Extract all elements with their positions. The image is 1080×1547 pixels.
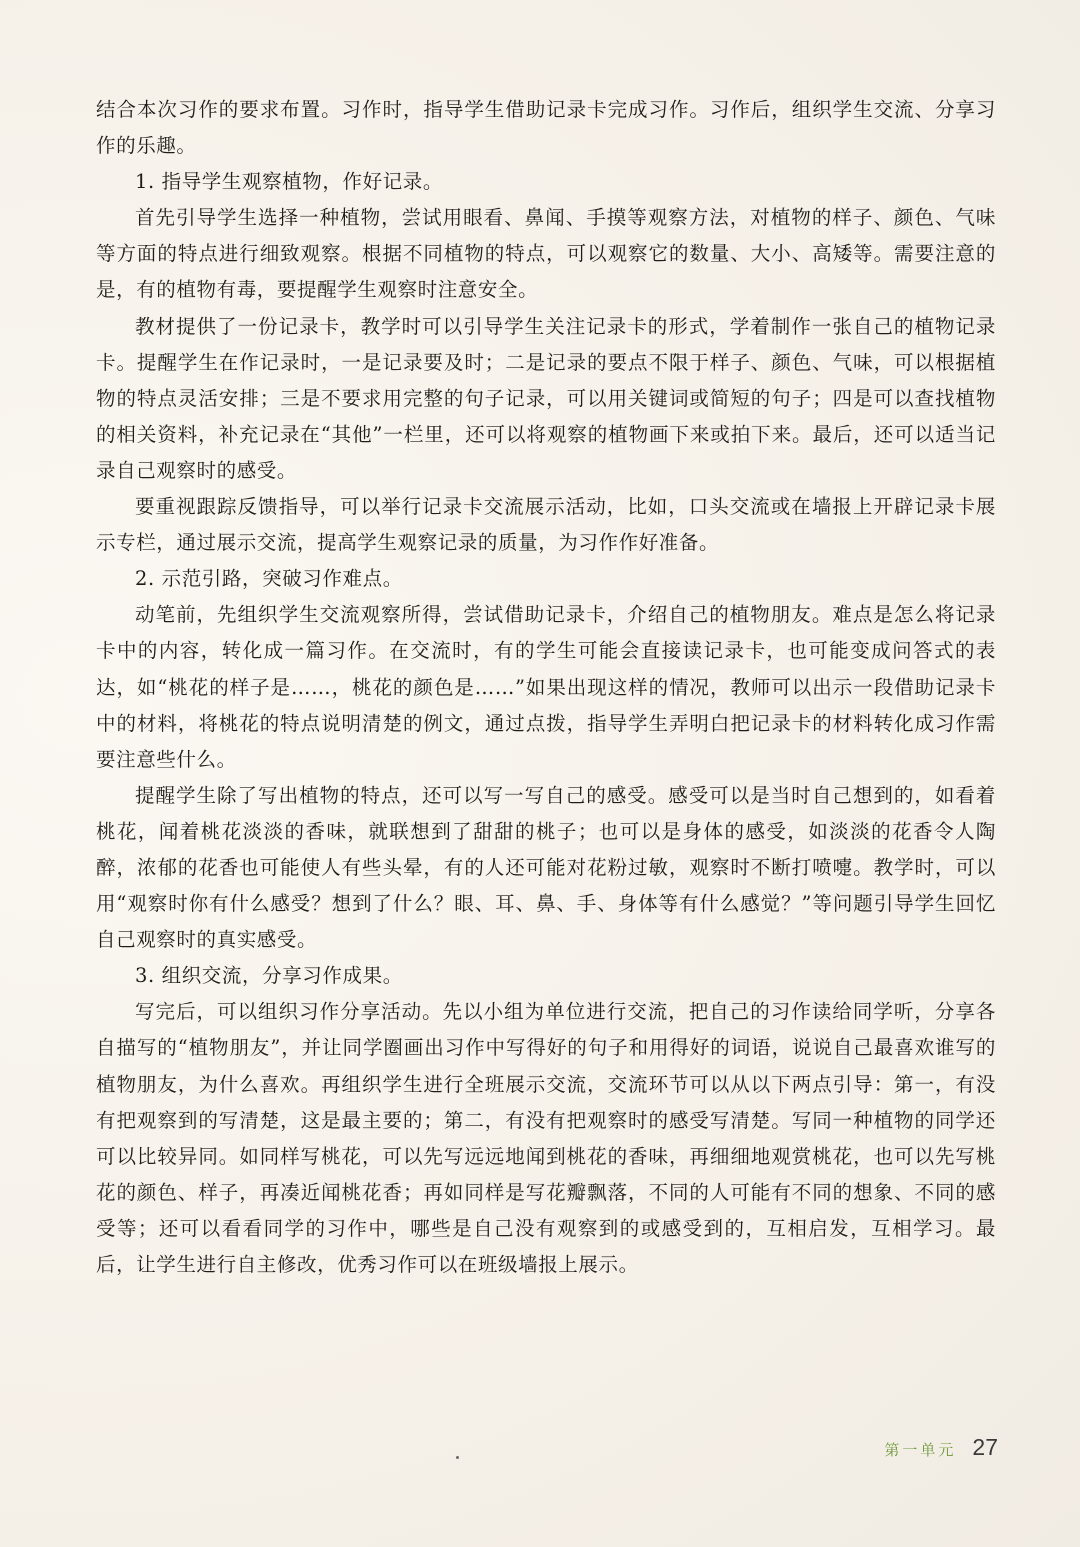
paragraph: 教材提供了一份记录卡，教学时可以引导学生关注记录卡的形式，学着制作一张自己的植物记录卡。提醒学生在作记录时，一是记录要及时；二是记录的要点不限于样子、颜色、气味，可以根据植物的特点灵活安排；三是不要求用完整的句子记录，可以用关键词或简短的句子；四是可以查找植物的相关资料，补充记录在“其他”一栏里，还可以将观察的植物画下来或拍下来。最后，还可以适当记录自己观察时的感受。 [96,314,996,482]
page-number: 27 [972,1434,998,1460]
section-heading-2: 2. 示范引路，突破习作难点。 [135,567,403,591]
paragraph: 动笔前，先组织学生交流观察所得，尝试借助记录卡，介绍自己的植物朋友。难点是怎么将记录卡中的内容，转化成一篇习作。在交流时，有的学生可能会直接读记录卡，也可能变成问答式的表达，如“桃花的样子是……，桃花的颜色是……”如果出现这样的情况，教师可以出示一段借助记录卡中的材料，将桃花的特点说明清楚的例文，通过点拨，指导学生弄明白把记录卡的材料转化成习作需要注意些什么。 [96,603,996,771]
page-body [96,92,996,1283]
paragraph: 首先引导学生选择一种植物，尝试用眼看、鼻闻、手摸等观察方法，对植物的样子、颜色、气味等方面的特点进行细致观察。根据不同植物的特点，可以观察它的数量、大小、高矮等。需要注意的是，有的植物有毒，要提醒学生观察时注意安全。 [96,206,996,302]
page-footer [884,1434,998,1470]
stray-dot [456,1456,459,1459]
paragraph: 提醒学生除了写出植物的特点，还可以写一写自己的感受。感受可以是当时自己想到的，如看着桃花，闻着桃花淡淡的香味，就联想到了甜甜的桃子；也可以是身体的感受，如淡淡的花香令人陶醉，浓郁的花香也可能使人有些头晕，有的人还可能对花粉过敏，观察时不断打喷嚏。教学时，可以用“观察时你有什么感受？想到了什么？眼、耳、鼻、手、身体等有什么感觉？”等问题引导学生回忆自己观察时的真实感受。 [96,783,996,952]
paragraph-continued: 结合本次习作的要求布置。习作时，指导学生借助记录卡完成习作。习作后，组织学生交流、分享习作的乐趣。 [96,98,996,158]
paragraph: 要重视跟踪反馈指导，可以举行记录卡交流展示活动，比如，口头交流或在墙报上开辟记录卡展示专栏，通过展示交流，提高学生观察记录的质量，为习作作好准备。 [96,495,996,555]
paragraph: 写完后，可以组织习作分享活动。先以小组为单位进行交流，把自己的习作读给同学听，分享各自描写的“植物朋友”，并让同学圈画出习作中写得好的句子和用得好的词语，说说自己最喜欢谁写的植物朋友，为什么喜欢。再组织学生进行全班展示交流，交流环节可以从以下两点引导：第一，有没有把观察到的写清楚，这是最主要的；第二，有没有把观察时的感受写清楚。写同一种植物的同学还可以比较异同。如同样写桃花，可以先写远远地闻到桃花的香味，再细细地观赏桃花，也可以先写桃花的颜色、样子，再凑近闻桃花香；再如同样是写花瓣飘落，不同的人可能有不同的想象、不同的感受等；还可以看看同学的习作中，哪些是自己没有观察到的或感受到的，互相启发，互相学习。最后，让学生进行自主修改，优秀习作可以在班级墙报上展示。 [96,1000,996,1276]
unit-label: 第一单元 [884,1441,957,1459]
section-heading-3: 3. 组织交流，分享习作成果。 [135,964,403,988]
section-heading-1: 1. 指导学生观察植物，作好记录。 [135,170,444,194]
